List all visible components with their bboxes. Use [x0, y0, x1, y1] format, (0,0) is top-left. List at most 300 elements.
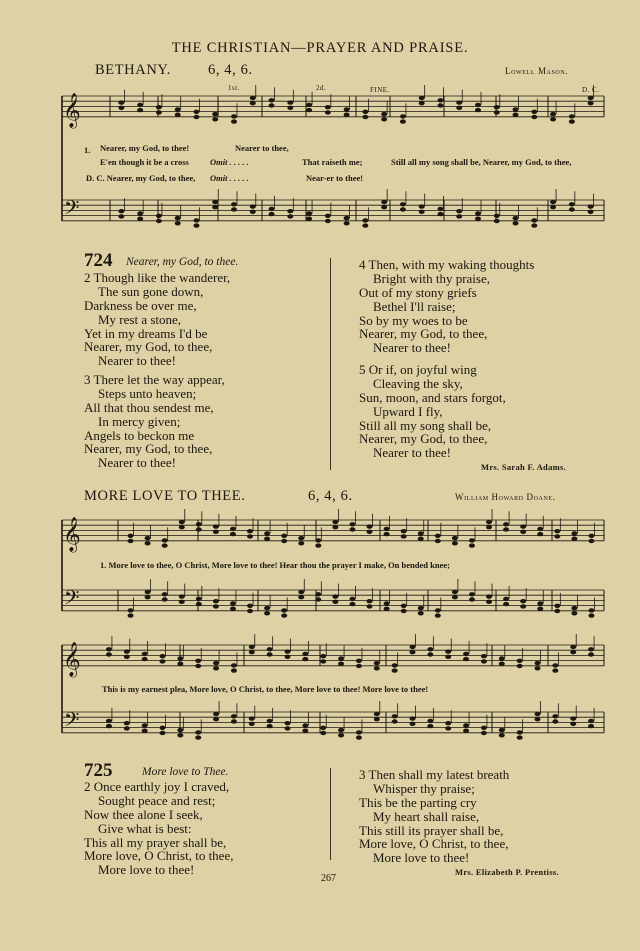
morelove1-bass-note	[367, 599, 373, 603]
bethany-treble-note	[494, 105, 500, 109]
morelove1-bass-note	[264, 611, 270, 615]
morelove2-treble-note	[142, 652, 148, 656]
morelove2-bass-note	[552, 719, 558, 723]
bethany-treble-note	[419, 96, 425, 100]
morelove2-bass-note	[517, 735, 523, 739]
morelove1-bass-note	[247, 609, 253, 613]
bethany-treble-note	[362, 115, 368, 119]
morelove1-bass-note	[571, 606, 577, 610]
bethany-bass-note	[325, 219, 331, 223]
morelove2-treble-note	[499, 656, 505, 660]
morelove1-bass-note	[401, 609, 407, 613]
bethany-bass-note	[362, 223, 368, 227]
morelove2-bass-note	[356, 730, 362, 734]
tune-meter-more-love: 6, 4, 6.	[308, 488, 353, 504]
morelove2-bass-note	[356, 735, 362, 739]
morelove2-bass-note	[499, 728, 505, 732]
bass-clef-icon: 𝄢	[64, 586, 80, 614]
morelove1-bass-note	[503, 602, 509, 606]
morelove1-treble-note	[247, 529, 253, 533]
bethany-treble-note	[193, 110, 199, 114]
morelove2-bass-note	[249, 716, 255, 720]
page-number: 267	[321, 873, 336, 884]
bass-clef-icon: 𝄢	[64, 708, 80, 736]
morelove2-treble-note	[570, 650, 576, 654]
morelove1-treble-note	[213, 530, 219, 534]
morelove2-bass-note	[481, 731, 487, 735]
morelove1-bass-note	[298, 595, 304, 599]
morelove2-treble-note	[142, 657, 148, 661]
bethany-bass-note	[118, 214, 124, 218]
morelove1-treble-note	[264, 531, 270, 535]
morelove2-bass-note	[320, 731, 326, 735]
morelove1-treble-note	[162, 543, 168, 547]
morelove1-bass-note	[571, 611, 577, 615]
morelove2-treble-note	[124, 649, 130, 653]
morelove1-treble-note	[435, 539, 441, 543]
bethany-treble-note	[588, 101, 594, 105]
composer-more-love: William Howard Doane.	[455, 492, 556, 502]
morelove2-bass-note	[588, 719, 594, 723]
bethany-bass-note	[513, 221, 519, 225]
page-header: THE CHRISTIAN—PRAYER AND PRAISE.	[171, 40, 469, 56]
morelove1-bass-note	[452, 590, 458, 594]
morelove1-treble-note	[179, 525, 185, 529]
bethany-treble-note	[118, 106, 124, 110]
fine-mark: FINE.	[370, 86, 390, 94]
morelove1-bass-note	[179, 600, 185, 604]
morelove1-treble-note	[401, 534, 407, 538]
tune-meter-bethany: 6, 4, 6.	[208, 62, 253, 78]
bethany-bass-note	[156, 219, 162, 223]
morelove2-treble-note	[267, 652, 273, 656]
morelove2-bass-note	[177, 728, 183, 732]
morelove2-bass-note	[499, 733, 505, 737]
bethany-treble-note	[381, 112, 387, 116]
morelove1-treble-note	[128, 539, 134, 543]
bethany-bass-note	[550, 205, 556, 209]
bethany-bass-note	[306, 217, 312, 221]
bethany-bass-note	[569, 207, 575, 211]
morelove2-treble-note	[160, 659, 166, 663]
morelove1-treble-note	[128, 534, 134, 538]
bethany-bass-note	[344, 216, 350, 220]
lyric-line-3b: Omit . . . . .	[210, 173, 249, 183]
morelove2-bass-note	[535, 712, 541, 716]
morelove1-bass-note	[247, 604, 253, 608]
morelove2-bass-note	[392, 714, 398, 718]
hymn724-verse-5: 5 Or if, on joyful wing Cleaving the sky, Sun, moon, and stars forgot, Upward I fly, Still all my song shall be, Nearer, my God, to thee, Nearer to thee!	[359, 362, 506, 461]
morelove1-bass-note	[315, 592, 321, 596]
bethany-treble-note	[531, 110, 537, 114]
tune-name-more-love: MORE LOVE TO THEE.	[84, 488, 246, 504]
morelove1-bass-note	[520, 604, 526, 608]
morelove2-treble-note	[517, 664, 523, 668]
hymn724-verse-2: 2 Though like the wanderer, The sun gone down, Darkness be over me, My rest a stone, Yet in my dreams I'd be Nearer, my God, to thee, Nearer to thee!	[84, 270, 231, 369]
morelove2-bass-note	[427, 719, 433, 723]
morelove2-bass-note	[285, 726, 291, 730]
morelove1-treble-note	[384, 527, 390, 531]
bethany-treble-note	[175, 107, 181, 111]
morelove1-treble-note	[196, 522, 202, 526]
morelove2-treble-note	[106, 652, 112, 656]
bethany-bass-note	[231, 202, 237, 206]
morelove1-bass-note	[128, 613, 134, 617]
morelove1-bass-note	[384, 607, 390, 611]
morelove2-treble-note	[552, 663, 558, 667]
morelove1-treble-note	[230, 527, 236, 531]
morelove1-treble-note	[486, 525, 492, 529]
morelove2-treble-note	[302, 657, 308, 661]
morelove2-treble-note	[392, 663, 398, 667]
bethany-bass-note	[344, 221, 350, 225]
treble-clef-icon: 𝄞	[63, 517, 81, 552]
bethany-treble-note	[212, 117, 218, 121]
morelove2-bass-note	[213, 712, 219, 716]
bethany-treble-note	[513, 113, 519, 117]
morelove1-bass-note	[179, 594, 185, 598]
morelove2-bass-note	[302, 723, 308, 727]
morelove1-bass-note	[367, 604, 373, 608]
morelove2-treble-note	[535, 661, 541, 665]
morelove2-treble-note	[285, 649, 291, 653]
morelove1-bass-note	[537, 607, 543, 611]
morelove2-treble-note	[213, 661, 219, 665]
bethany-treble-note	[437, 103, 443, 107]
morelove2-bass-note	[142, 723, 148, 727]
lyric-more-love-line-2: This is my earnest plea, More love, O Christ, to thee, More love to thee! More love to thee!	[102, 684, 429, 694]
morelove1-bass-note	[401, 604, 407, 608]
lyric-more-love-line-1: 1. More love to thee, O Christ, More love to thee! Hear thou the prayer I make, On bended knee;	[100, 560, 450, 570]
bethany-treble-note	[156, 110, 162, 114]
morelove1-treble-note	[213, 524, 219, 528]
bethany-treble-note	[344, 107, 350, 111]
bethany-treble-note	[212, 112, 218, 116]
bethany-treble-note	[306, 108, 312, 112]
bethany-bass-note	[325, 214, 331, 218]
bethany-bass-note	[588, 210, 594, 214]
bethany-treble-note	[137, 108, 143, 112]
bethany-treble-note	[269, 103, 275, 107]
morelove2-treble-note	[249, 650, 255, 654]
bethany-treble-note	[287, 106, 293, 110]
morelove1-bass-note	[349, 597, 355, 601]
bethany-bass-note	[400, 207, 406, 211]
bethany-treble-note	[175, 113, 181, 117]
morelove2-treble-note	[552, 668, 558, 672]
morelove2-treble-note	[320, 659, 326, 663]
morelove1-bass-note	[332, 600, 338, 604]
morelove1-treble-note	[503, 522, 509, 526]
morelove1-treble-note	[520, 524, 526, 528]
morelove1-treble-note	[588, 539, 594, 543]
morelove1-treble-note	[554, 534, 560, 538]
bethany-bass-note	[250, 204, 256, 208]
bethany-bass-note	[381, 205, 387, 209]
morelove2-bass-note	[231, 719, 237, 723]
lyric-line-3a: D. C. Nearer, my God, to thee,	[86, 173, 196, 183]
morelove2-treble-note	[231, 663, 237, 667]
morelove2-treble-note	[445, 655, 451, 659]
morelove1-bass-note	[554, 609, 560, 613]
ending-first-label: 1st.	[228, 84, 240, 92]
morelove2-treble-note	[463, 657, 469, 661]
bethany-bass-note	[193, 223, 199, 227]
bethany-treble-note	[118, 100, 124, 104]
bethany-bass-note	[212, 205, 218, 209]
lyric-line-2d: Still all my song shall be, Nearer, my God, to thee,	[391, 157, 572, 167]
lyric-line-1b: Nearer to thee,	[235, 143, 289, 153]
treble-clef-icon: 𝄞	[63, 642, 81, 677]
morelove1-treble-note	[332, 520, 338, 524]
bethany-treble-note	[231, 119, 237, 123]
bethany-bass-note	[269, 207, 275, 211]
bethany-bass-note	[137, 217, 143, 221]
morelove2-treble-note	[285, 655, 291, 659]
morelove2-bass-note	[570, 716, 576, 720]
morelove1-bass-note	[196, 597, 202, 601]
bethany-bass-note	[419, 204, 425, 208]
bethany-treble-note	[231, 114, 237, 118]
morelove1-treble-note	[401, 529, 407, 533]
morelove2-bass-note	[160, 731, 166, 735]
bethany-bass-note	[588, 204, 594, 208]
bethany-treble-note	[550, 112, 556, 116]
bethany-bass-note	[550, 200, 556, 204]
bethany-treble-note	[456, 100, 462, 104]
morelove1-treble-note	[537, 527, 543, 531]
morelove1-treble-note	[230, 532, 236, 536]
hymn725-author: Mrs. Elizabeth P. Prentiss.	[455, 867, 559, 877]
morelove1-treble-note	[418, 537, 424, 541]
morelove1-bass-note	[332, 594, 338, 598]
bethany-bass-note	[137, 211, 143, 215]
morelove2-bass-note	[535, 717, 541, 721]
hymn-number-725: 725	[84, 760, 113, 781]
morelove2-treble-note	[410, 645, 416, 649]
morelove2-bass-note	[124, 726, 130, 730]
morelove2-bass-note	[570, 722, 576, 726]
morelove2-bass-note	[267, 719, 273, 723]
morelove1-treble-note	[367, 530, 373, 534]
morelove1-bass-note	[298, 590, 304, 594]
morelove2-bass-note	[463, 729, 469, 733]
bethany-treble-note	[137, 103, 143, 107]
morelove2-treble-note	[535, 666, 541, 670]
morelove2-bass-note	[552, 714, 558, 718]
bethany-bass-note	[306, 211, 312, 215]
hymn-number-724: 724	[84, 250, 113, 271]
morelove2-bass-note	[249, 722, 255, 726]
bethany-treble-note	[456, 106, 462, 110]
morelove1-bass-note	[503, 597, 509, 601]
morelove1-bass-note	[554, 604, 560, 608]
bethany-treble-note	[569, 114, 575, 118]
morelove1-treble-note	[435, 534, 441, 538]
bethany-treble-note	[419, 101, 425, 105]
morelove2-bass-note	[106, 719, 112, 723]
morelove1-bass-note	[213, 604, 219, 608]
morelove1-bass-note	[213, 599, 219, 603]
morelove1-bass-note	[418, 611, 424, 615]
bethany-treble-note	[156, 105, 162, 109]
morelove1-treble-note	[145, 541, 151, 545]
bethany-treble-note	[381, 117, 387, 121]
morelove2-bass-note	[320, 726, 326, 730]
morelove1-treble-note	[162, 538, 168, 542]
morelove2-bass-note	[588, 724, 594, 728]
morelove2-bass-note	[124, 721, 130, 725]
bethany-treble-note	[513, 107, 519, 111]
bethany-bass-note	[437, 212, 443, 216]
lyric-line-2a: E'en though it be a cross	[100, 157, 189, 167]
morelove1-treble-note	[520, 530, 526, 534]
morelove1-bass-note	[537, 601, 543, 605]
morelove2-bass-note	[338, 728, 344, 732]
morelove2-bass-note	[445, 726, 451, 730]
morelove2-bass-note	[517, 730, 523, 734]
bethany-treble-note	[250, 96, 256, 100]
morelove1-treble-note	[145, 536, 151, 540]
bass-clef-icon: 𝄢	[64, 196, 80, 224]
morelove2-treble-note	[124, 655, 130, 659]
bethany-treble-note	[250, 101, 256, 105]
morelove1-bass-note	[588, 613, 594, 617]
morelove1-treble-note	[554, 529, 560, 533]
bethany-treble-note	[193, 115, 199, 119]
morelove2-bass-note	[195, 735, 201, 739]
bethany-treble-note	[531, 115, 537, 119]
morelove1-bass-note	[230, 607, 236, 611]
morelove1-treble-note	[469, 538, 475, 542]
morelove2-treble-note	[213, 666, 219, 670]
morelove1-bass-note	[230, 601, 236, 605]
bethany-bass-note	[175, 216, 181, 220]
morelove2-treble-note	[588, 647, 594, 651]
hymn-first-line-724: Nearer, my God, to thee.	[126, 256, 239, 268]
morelove1-bass-note	[469, 592, 475, 596]
bethany-bass-note	[569, 202, 575, 206]
bethany-bass-note	[156, 214, 162, 218]
hymn724-verse-3: 3 There let the way appear, Steps unto heaven; All that thou sendest me, In mercy given; Angels to beckon me Nearer, my God, to thee, Nearer to thee!	[84, 372, 225, 471]
lyric-verse-number: 1.	[84, 145, 91, 155]
bethany-bass-note	[419, 210, 425, 214]
bethany-bass-note	[193, 218, 199, 222]
bethany-bass-note	[381, 200, 387, 204]
morelove2-bass-note	[338, 733, 344, 737]
composer-bethany: Lowell Mason.	[505, 66, 569, 76]
morelove2-treble-note	[588, 652, 594, 656]
morelove1-bass-note	[162, 592, 168, 596]
morelove1-treble-note	[452, 541, 458, 545]
morelove2-treble-note	[481, 654, 487, 658]
morelove1-treble-note	[367, 524, 373, 528]
morelove2-treble-note	[177, 662, 183, 666]
morelove1-treble-note	[281, 534, 287, 538]
morelove1-treble-note	[298, 541, 304, 545]
bethany-treble-note	[400, 114, 406, 118]
morelove1-bass-note	[588, 608, 594, 612]
morelove1-bass-note	[128, 608, 134, 612]
morelove1-treble-note	[298, 536, 304, 540]
morelove1-treble-note	[469, 543, 475, 547]
morelove1-treble-note	[537, 532, 543, 536]
morelove2-bass-note	[142, 729, 148, 733]
lyric-line-1a: Nearer, my God, to thee!	[100, 143, 190, 153]
morelove1-bass-note	[145, 595, 151, 599]
morelove2-treble-note	[231, 668, 237, 672]
morelove1-bass-note	[349, 602, 355, 606]
morelove2-treble-note	[195, 659, 201, 663]
morelove1-bass-note	[281, 608, 287, 612]
morelove1-treble-note	[503, 527, 509, 531]
morelove1-bass-note	[452, 595, 458, 599]
morelove2-treble-note	[160, 654, 166, 658]
morelove2-bass-note	[374, 712, 380, 716]
bethany-treble-note	[475, 108, 481, 112]
morelove1-bass-note	[435, 613, 441, 617]
bethany-treble-note	[400, 119, 406, 123]
bethany-bass-note	[231, 207, 237, 211]
morelove2-treble-note	[338, 662, 344, 666]
morelove2-treble-note	[570, 645, 576, 649]
bethany-treble-note	[475, 103, 481, 107]
morelove1-treble-note	[418, 531, 424, 535]
morelove2-bass-note	[481, 726, 487, 730]
morelove2-treble-note	[302, 652, 308, 656]
morelove2-treble-note	[338, 656, 344, 660]
morelove1-treble-note	[384, 532, 390, 536]
bethany-bass-note	[494, 219, 500, 223]
bethany-treble-note	[437, 98, 443, 102]
lyric-line-2c: That raiseth me;	[302, 157, 363, 167]
morelove2-treble-note	[410, 650, 416, 654]
ending-second-label: 2d.	[316, 84, 327, 92]
morelove2-treble-note	[320, 654, 326, 658]
morelove2-treble-note	[374, 661, 380, 665]
morelove1-bass-note	[469, 597, 475, 601]
morelove2-treble-note	[445, 649, 451, 653]
bethany-bass-note	[269, 212, 275, 216]
bethany-bass-note	[250, 210, 256, 214]
bethany-bass-note	[362, 218, 368, 222]
bethany-treble-note	[588, 96, 594, 100]
morelove2-treble-note	[356, 659, 362, 663]
hymn725-verse-3: 3 Then shall my latest breath Whisper thy praise; This be the parting cry My heart shall raise, This still its prayer shall be, More love, O Christ, to thee, More love to thee!	[359, 767, 510, 866]
bethany-bass-note	[475, 211, 481, 215]
morelove2-bass-note	[445, 721, 451, 725]
morelove1-treble-note	[179, 520, 185, 524]
bethany-treble-note	[494, 110, 500, 114]
morelove1-bass-note	[264, 606, 270, 610]
morelove2-bass-note	[106, 724, 112, 728]
morelove1-treble-note	[332, 525, 338, 529]
morelove1-bass-note	[435, 608, 441, 612]
morelove2-bass-note	[195, 730, 201, 734]
morelove2-treble-note	[195, 664, 201, 668]
morelove1-bass-note	[315, 597, 321, 601]
morelove1-treble-note	[247, 534, 253, 538]
bethany-treble-note	[550, 117, 556, 121]
bethany-treble-note	[325, 110, 331, 114]
morelove2-treble-note	[106, 647, 112, 651]
bethany-bass-note	[531, 218, 537, 222]
morelove1-treble-note	[315, 538, 321, 542]
morelove2-bass-note	[285, 721, 291, 725]
bethany-bass-note	[456, 209, 462, 213]
bethany-treble-note	[362, 110, 368, 114]
morelove2-bass-note	[177, 733, 183, 737]
